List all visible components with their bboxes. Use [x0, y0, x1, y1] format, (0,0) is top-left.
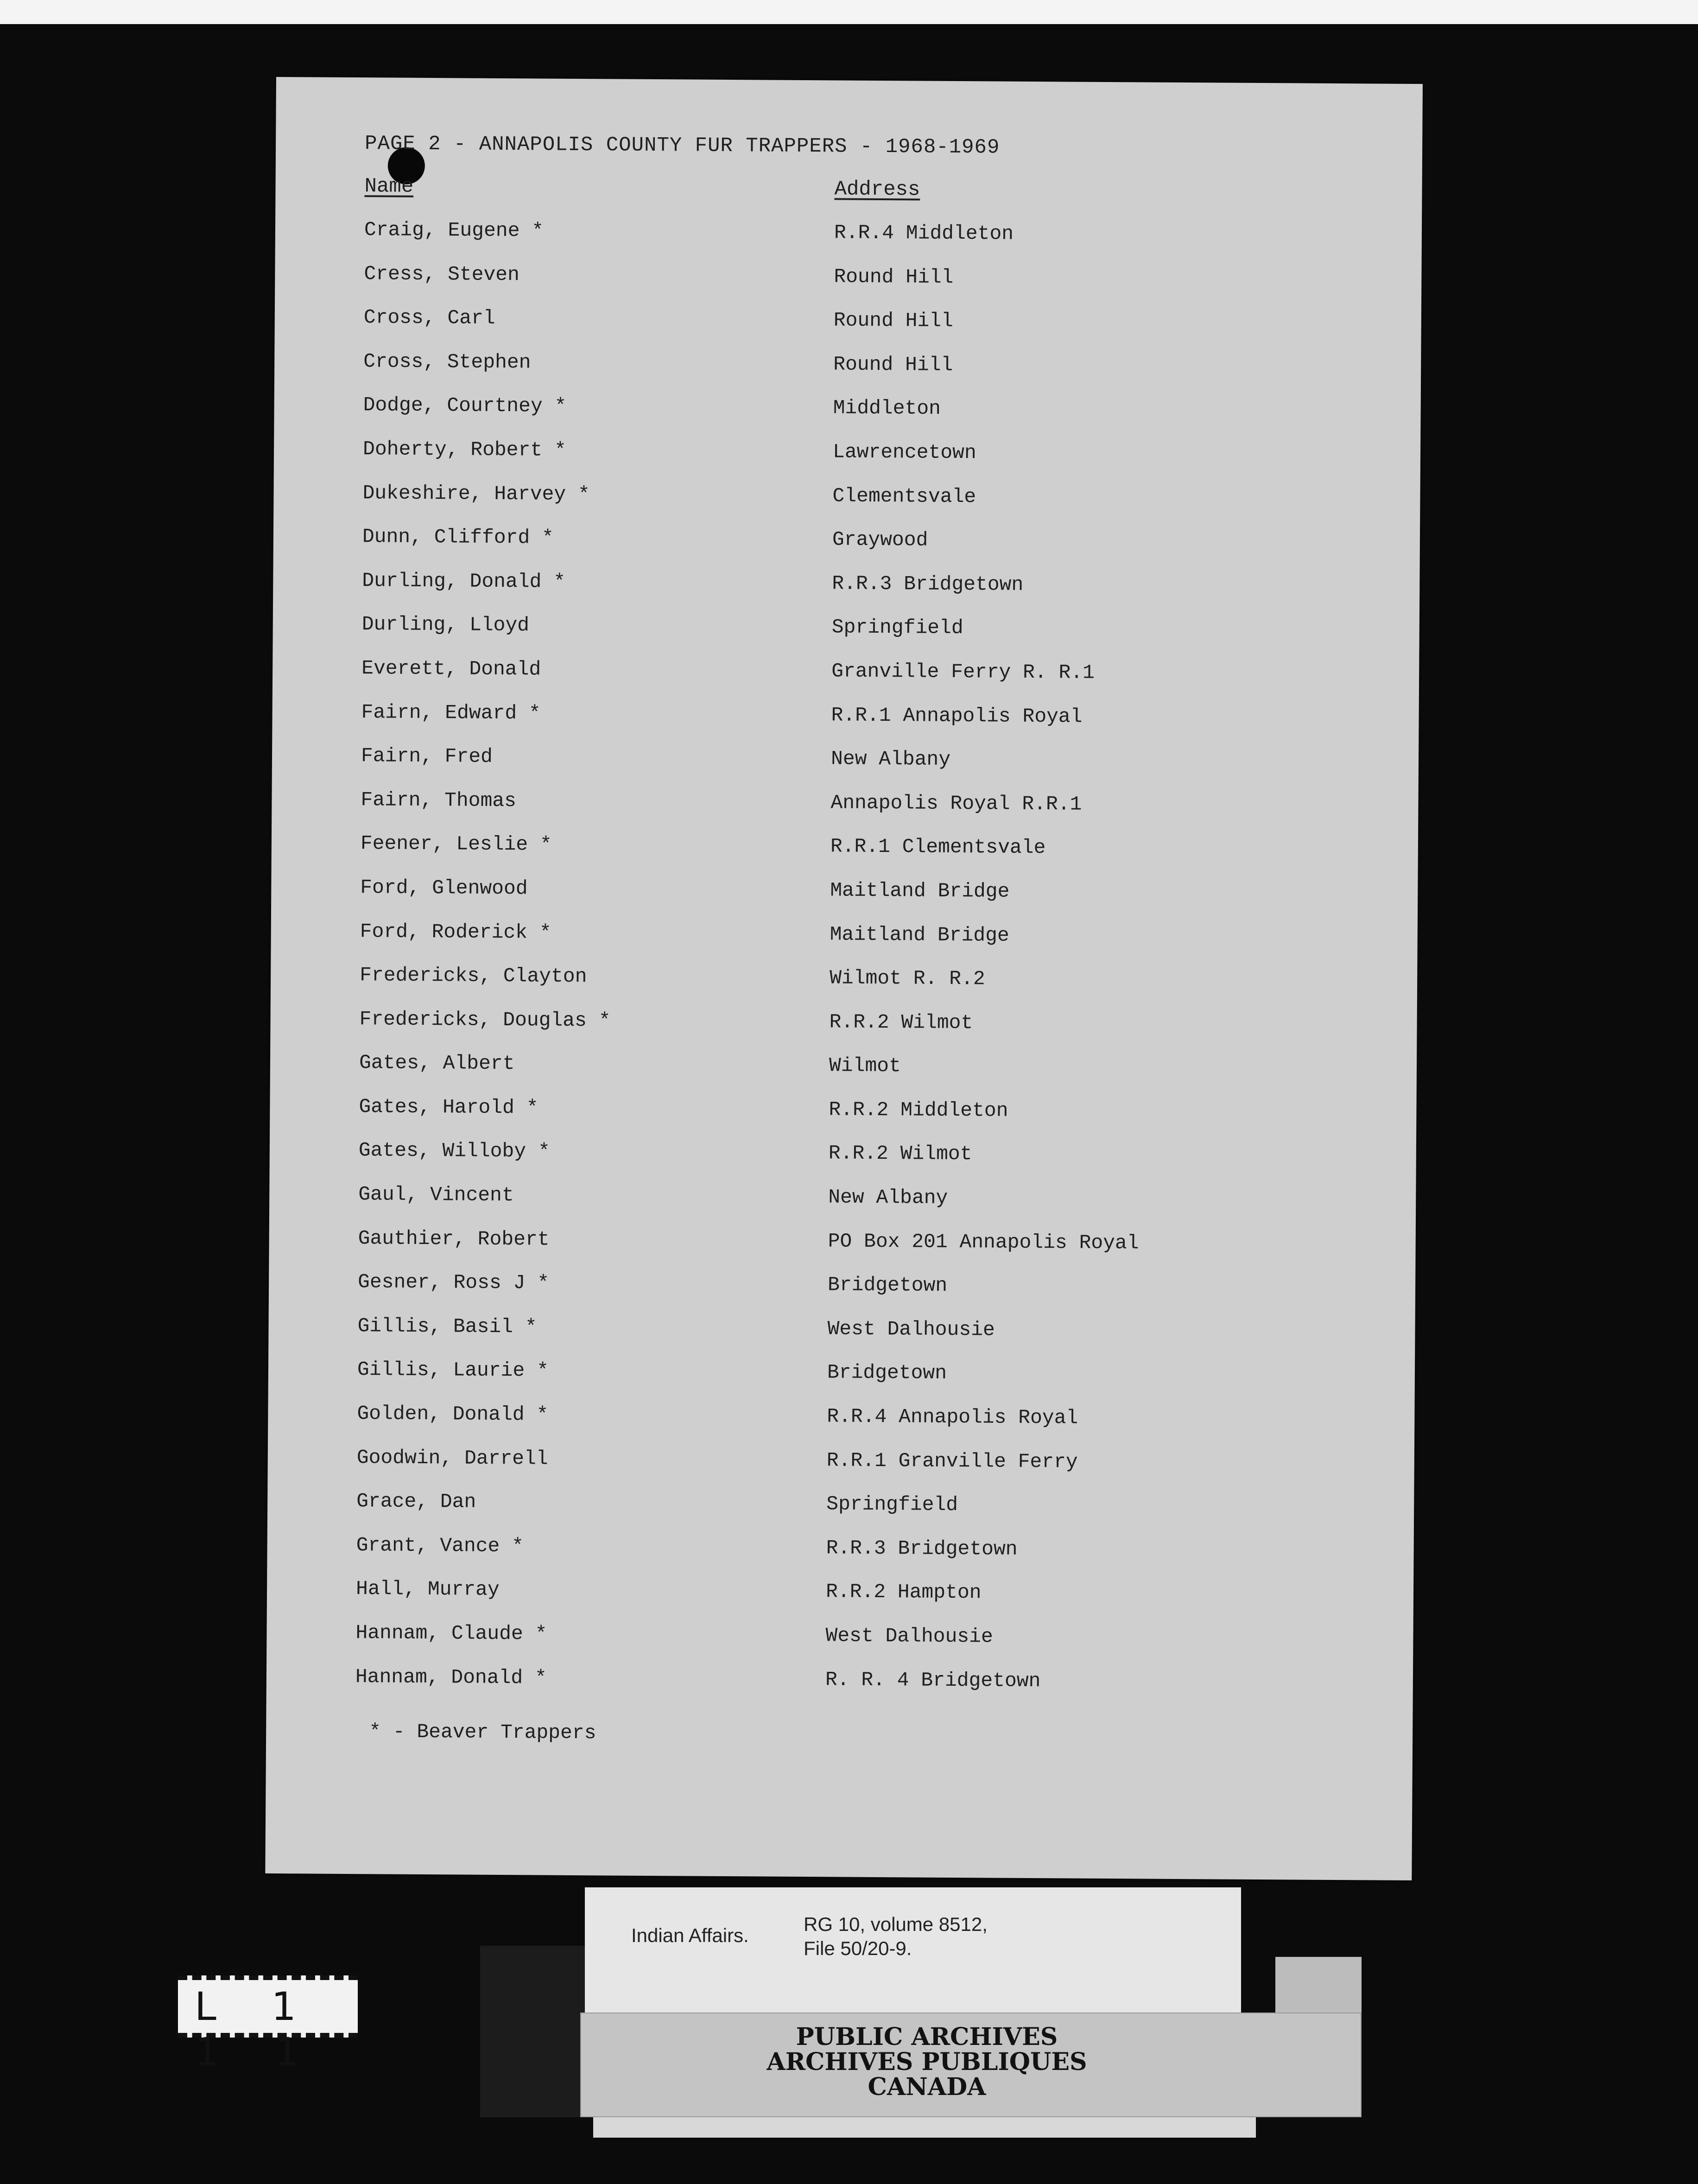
film-frame-number: L 1 1 1 — [195, 1984, 321, 2075]
trapper-address: West Dalhousie — [825, 1624, 993, 1648]
trapper-name: Gates, Willoby * — [358, 1139, 550, 1163]
trapper-address: Lawrencetown — [832, 440, 976, 464]
trapper-address: R. R. 4 Bridgetown — [825, 1668, 1041, 1692]
citation-reference-line: File 50/20-9. — [804, 1937, 912, 1959]
table-row — [360, 876, 1334, 926]
document-sheet — [265, 77, 1423, 1880]
trapper-address: R.R.1 Clementsvale — [830, 835, 1046, 859]
trapper-name: Dodge, Courtney * — [363, 394, 567, 418]
table-row — [360, 920, 1333, 970]
trapper-address: Graywood — [832, 528, 928, 552]
trapper-name: Dunn, Clifford * — [362, 525, 554, 549]
trapper-name: Fredericks, Clayton — [360, 964, 587, 988]
trapper-address: R.R.3 Bridgetown — [832, 572, 1024, 596]
citation-reference — [804, 1912, 988, 1961]
trapper-name: Durling, Donald * — [362, 569, 566, 593]
trapper-address: Round Hill — [834, 265, 954, 289]
table-row — [358, 1270, 1331, 1320]
table-row — [359, 1095, 1332, 1145]
trapper-name: Gillis, Laurie * — [357, 1358, 549, 1383]
trapper-address: R.R.2 Wilmot — [828, 1142, 972, 1166]
trapper-name: Goodwin, Darrell — [356, 1446, 548, 1470]
trapper-name: Fairn, Thomas — [361, 788, 517, 812]
trapper-address: Bridgetown — [827, 1361, 947, 1385]
trapper-name: Cross, Carl — [363, 306, 495, 330]
trapper-name: Doherty, Robert * — [362, 438, 566, 462]
table-row — [363, 394, 1337, 444]
trapper-name: Gates, Albert — [359, 1051, 515, 1075]
citation-department: Indian Affairs. — [631, 1924, 749, 1946]
citation-label — [585, 1887, 1241, 2013]
table-row — [362, 525, 1336, 575]
trapper-address: Bridgetown — [827, 1273, 948, 1297]
trapper-address: R.R.4 Middleton — [834, 221, 1014, 245]
trapper-address: Springfield — [831, 616, 963, 640]
archive-stamp-line: PUBLIC ARCHIVES — [796, 2023, 1058, 2051]
table-row — [356, 1446, 1330, 1496]
trapper-name: Ford, Glenwood — [360, 876, 528, 900]
table-row — [364, 262, 1337, 312]
trapper-address: PO Box 201 Annapolis Royal — [828, 1229, 1139, 1255]
table-row — [361, 788, 1334, 838]
table-row — [355, 1621, 1329, 1671]
table-row — [357, 1314, 1331, 1364]
table-row — [361, 701, 1335, 750]
trapper-name: Gauthier, Robert — [358, 1226, 550, 1251]
trapper-address: Maitland Bridge — [830, 879, 1010, 903]
trapper-address: New Albany — [828, 1186, 948, 1209]
trapper-address: Wilmot — [829, 1054, 901, 1078]
citation-reference-line: RG 10, volume 8512, — [804, 1913, 988, 1935]
trapper-address: West Dalhousie — [827, 1317, 995, 1341]
table-row — [364, 218, 1338, 268]
trapper-name: Ford, Roderick * — [360, 920, 551, 944]
trapper-name: Golden, Donald * — [357, 1402, 549, 1426]
table-row — [360, 964, 1333, 1013]
document-header: PAGE 2 - ANNAPOLIS COUNTY FUR TRAPPERS - 1968-1969 — [364, 132, 1000, 159]
trapper-address: Round Hill — [833, 309, 954, 333]
trapper-name: Durling, Lloyd — [361, 613, 530, 637]
column-header-name: Name — [364, 175, 414, 198]
trapper-name: Feener, Leslie * — [360, 832, 552, 856]
table-row — [361, 657, 1335, 706]
table-row — [356, 1578, 1330, 1627]
trapper-list — [355, 218, 1337, 1715]
trapper-address: R.R.1 Annapolis Royal — [831, 703, 1083, 728]
table-row — [359, 1051, 1333, 1101]
table-row — [362, 482, 1336, 531]
trapper-address: R.R.2 Middleton — [829, 1098, 1008, 1122]
table-row — [363, 438, 1337, 487]
trapper-name: Fredericks, Douglas * — [359, 1007, 611, 1032]
trapper-address: Annapolis Royal R.R.1 — [830, 791, 1082, 816]
trapper-name: Dukeshire, Harvey * — [362, 481, 590, 506]
trapper-address: Maitland Bridge — [830, 922, 1009, 947]
table-row — [363, 306, 1337, 356]
trapper-address: R.R.2 Wilmot — [829, 1010, 973, 1034]
trapper-name: Fairn, Fred — [361, 744, 493, 768]
trapper-address: New Albany — [830, 747, 951, 771]
archive-stamp-line: ARCHIVES PUBLIQUES — [767, 2048, 1087, 2076]
trapper-name: Fairn, Edward * — [361, 700, 541, 725]
trapper-name: Grant, Vance * — [356, 1533, 524, 1558]
table-row — [357, 1359, 1331, 1408]
table-row — [357, 1402, 1331, 1452]
trapper-address: R.R.3 Bridgetown — [826, 1536, 1018, 1561]
trapper-address: R.R.1 Granville Ferry — [826, 1448, 1078, 1473]
archive-card-shadow — [480, 1946, 585, 2117]
trapper-name: Cross, Stephen — [363, 349, 531, 374]
table-row — [356, 1534, 1330, 1583]
trapper-address: R.R.4 Annapolis Royal — [827, 1405, 1078, 1429]
film-bottom-strip — [593, 2117, 1256, 2138]
trapper-name: Cress, Steven — [364, 262, 520, 286]
table-row — [356, 1490, 1330, 1539]
trapper-name: Gillis, Basil * — [357, 1314, 537, 1339]
trapper-address: Clementsvale — [832, 484, 976, 508]
trapper-name: Grace, Dan — [356, 1490, 476, 1513]
table-row — [361, 613, 1335, 662]
table-row — [355, 1665, 1329, 1715]
trapper-address: Middleton — [833, 396, 941, 420]
trapper-address: R.R.2 Hampton — [825, 1580, 982, 1604]
table-row — [358, 1139, 1332, 1189]
footnote-legend: * - Beaver Trappers — [369, 1720, 596, 1745]
trapper-name: Gaul, Vincent — [358, 1183, 514, 1207]
table-row — [361, 744, 1335, 794]
table-row — [358, 1227, 1331, 1276]
trapper-name: Hannam, Claude * — [355, 1621, 547, 1645]
trapper-name: Everett, Donald — [361, 657, 541, 681]
archive-stamp — [760, 2025, 1094, 2100]
trapper-name: Craig, Eugene * — [364, 218, 544, 242]
table-row — [359, 1008, 1333, 1057]
table-row — [358, 1183, 1332, 1232]
trapper-name: Hannam, Donald * — [355, 1665, 547, 1689]
table-row — [360, 832, 1334, 882]
trapper-address: Wilmot R. R.2 — [829, 966, 985, 990]
archive-stamp-line: CANADA — [868, 2073, 986, 2101]
trapper-address: Granville Ferry R. R.1 — [831, 660, 1095, 684]
film-top-strip — [0, 0, 1698, 24]
table-row — [362, 569, 1336, 619]
column-header-address: Address — [834, 178, 920, 202]
trapper-address: Springfield — [826, 1492, 958, 1517]
trapper-address: Round Hill — [833, 353, 953, 376]
trapper-name: Gesner, Ross J * — [357, 1270, 550, 1295]
trapper-name: Gates, Harold * — [359, 1095, 539, 1119]
table-row — [363, 350, 1337, 400]
film-frame-marker — [178, 1975, 358, 2075]
trapper-name: Hall, Murray — [355, 1577, 500, 1601]
